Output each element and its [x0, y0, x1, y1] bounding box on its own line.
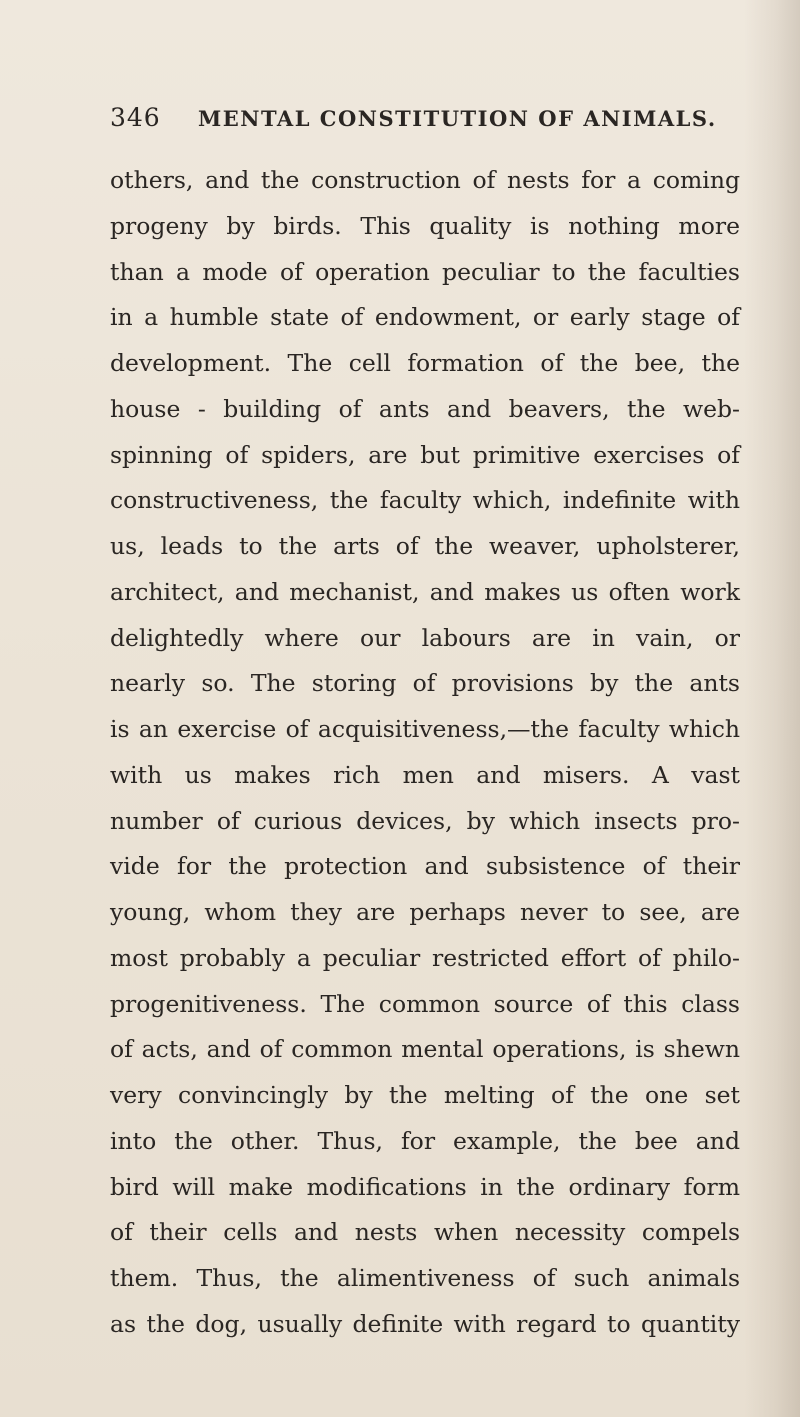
text-line: house - building of ants and beavers, the web-	[110, 394, 740, 423]
body-text	[110, 158, 740, 1348]
text-line: than a mode of operation peculiar to the faculties	[110, 257, 740, 286]
text-line: with us makes rich men and misers. A vast	[110, 760, 740, 789]
text-line: is an exercise of acquisitiveness,—the faculty which	[110, 715, 740, 743]
page-header	[110, 103, 750, 139]
text-line: spinning of spiders, are but primitive exercises of	[110, 440, 740, 469]
text-line: very convincingly by the melting of the one set	[110, 1081, 740, 1109]
text-line: of their cells and nests when necessity compels	[110, 1218, 740, 1247]
text-line: us, leads to the arts of the weaver, upholsterer,	[110, 532, 740, 560]
text-line: architect, and mechanist, and makes us often work	[110, 577, 740, 606]
page-number: 346	[110, 103, 161, 132]
text-line: into the other. Thus, for example, the bee and	[110, 1126, 740, 1155]
text-line: most probably a peculiar restricted effort of philo-	[110, 943, 740, 972]
text-line: them. Thus, the alimentiveness of such animals	[110, 1264, 740, 1292]
text-line: number of curious devices, by which insects pro-	[110, 806, 740, 835]
text-line: as the dog, usually definite with regard to quantity	[110, 1309, 740, 1338]
text-line: vide for the protection and subsistence of their	[110, 852, 740, 881]
text-line: delightedly where our labours are in vain, or	[110, 623, 740, 652]
text-line: constructiveness, the faculty which, indefinite with	[110, 486, 740, 515]
running-head: MENTAL CONSTITUTION OF ANIMALS.	[198, 106, 717, 131]
text-line: nearly so. The storing of provisions by the ants	[110, 669, 740, 698]
text-line: progenitiveness. The common source of this class	[110, 989, 740, 1018]
text-line: others, and the construction of nests for a coming	[110, 166, 740, 194]
text-line: of acts, and of common mental operations, is shewn	[110, 1035, 740, 1064]
text-line: young, whom they are perhaps never to see, are	[110, 898, 740, 926]
text-line: bird will make modifications in the ordinary form	[110, 1172, 740, 1201]
text-line: progeny by birds. This quality is nothing more	[110, 211, 740, 240]
text-line: development. The cell formation of the bee, the	[110, 349, 740, 377]
text-line: in a humble state of endowment, or early stage of	[110, 303, 740, 332]
